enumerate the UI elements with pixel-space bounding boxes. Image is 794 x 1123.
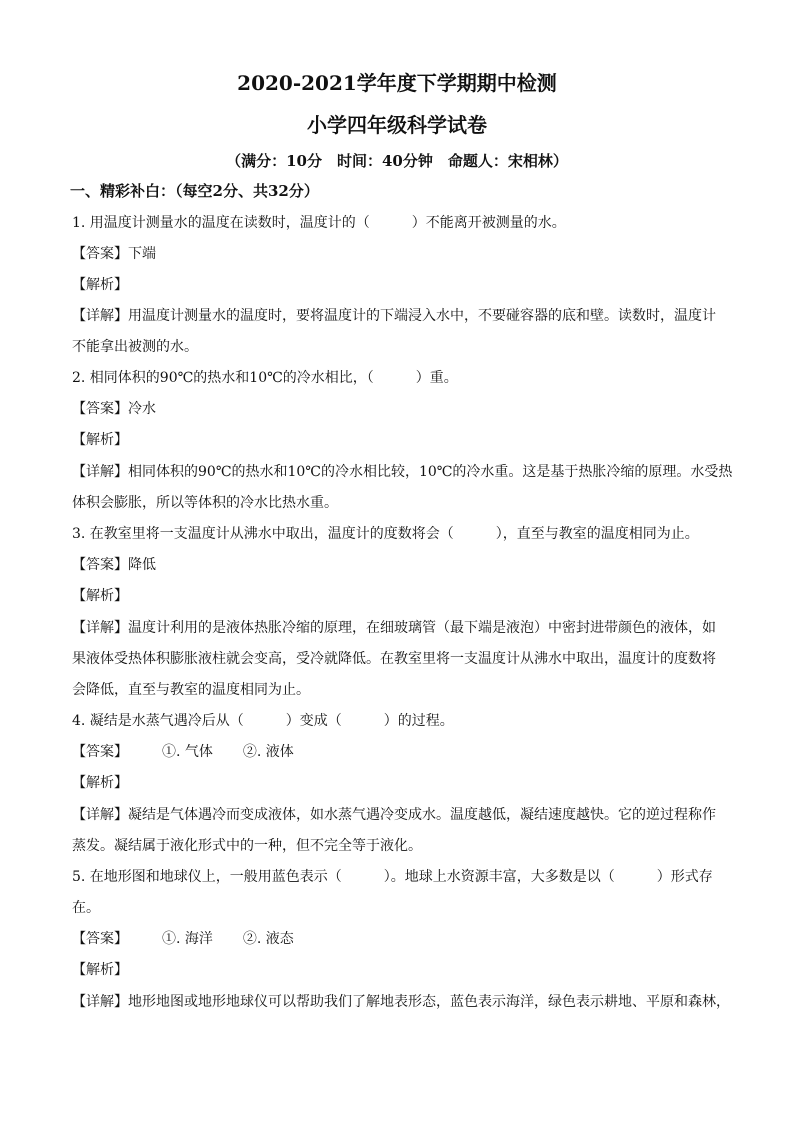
detail-text: 温度计利用的是液体热胀冷缩的原理，在细玻璃管（最下端是液泡）中密封进带颜色的液体，如 xyxy=(128,620,716,636)
detail-3 xyxy=(72,618,724,638)
detail-4-cont: 蒸发。凝结属于液化形式中的一种，但不完全等于液化。 xyxy=(72,838,422,854)
analysis-3: 【解析】 xyxy=(72,588,128,604)
analysis-5: 【解析】 xyxy=(72,962,128,978)
answer-choice-1: ①. 海洋 xyxy=(162,931,213,947)
question-1: 1. 用温度计测量水的温度在读数时，温度计的（ ）不能离开被测量的水。 xyxy=(72,215,566,231)
analysis-4: 【解析】 xyxy=(72,775,128,791)
detail-label: 【详解】 xyxy=(72,620,128,636)
analysis-2: 【解析】 xyxy=(72,432,128,448)
detail-text: 用温度计测量水的温度时，要将温度计的下端浸入水中，不要碰容器的底和壁。读数时，温度计 xyxy=(128,308,716,324)
detail-1-cont: 不能拿出被测的水。 xyxy=(72,339,198,355)
answer-label: 【答案】 xyxy=(72,401,128,417)
answer-label: 【答案】 xyxy=(72,246,128,262)
page-title: 2020-2021学年度下学期期中检测 xyxy=(237,71,557,95)
answer-2 xyxy=(72,399,724,419)
detail-label: 【详解】 xyxy=(72,994,128,1010)
answer-text: 降低 xyxy=(128,557,156,573)
answer-label: 【答案】 xyxy=(72,931,128,947)
detail-label: 【详解】 xyxy=(72,807,128,823)
question-5: 5. 在地形图和地球仪上，一般用蓝色表示（ ）。地球上水资源丰富，大多数是以（ ）形式存 xyxy=(72,869,713,885)
detail-5 xyxy=(72,992,730,1012)
exam-info: （满分：10分 时间：40分钟 命题人：宋相林） xyxy=(226,152,568,170)
detail-3-cont: 果液体受热体积膨胀液柱就会变高，受冷就降低。在教室里将一支温度计从沸水中取出，温度计的度数将 xyxy=(72,651,716,667)
question-3: 3. 在教室里将一支温度计从沸水中取出，温度计的度数将会（ ），直至与教室的温度相同为止。 xyxy=(72,526,699,542)
answer-text: 下端 xyxy=(128,246,156,262)
answer-choice-2: ②. 液态 xyxy=(242,931,294,947)
answer-4 xyxy=(72,742,724,762)
detail-label: 【详解】 xyxy=(72,308,128,324)
answer-text: 冷水 xyxy=(128,401,156,417)
question-4: 4. 凝结是水蒸气遇冷后从（ ）变成（ ）的过程。 xyxy=(72,713,454,729)
detail-1 xyxy=(72,306,724,326)
detail-text: 凝结是气体遇冷而变成液体，如水蒸气遇冷变成水。温度越低，凝结速度越快。它的逆过程称作 xyxy=(128,807,716,823)
detail-2 xyxy=(72,462,733,482)
page-subtitle: 小学四年级科学试卷 xyxy=(307,113,487,137)
analysis-1: 【解析】 xyxy=(72,277,128,293)
answer-choice-2: ②. 液体 xyxy=(242,744,294,760)
detail-2-cont: 体积会膨胀，所以等体积的冷水比热水重。 xyxy=(72,495,338,511)
detail-text: 地形地图或地形地球仪可以帮助我们了解地表形态，蓝色表示海洋，绿色表示耕地、平原和森林， xyxy=(128,994,730,1010)
section-heading: 一、精彩补白：（每空2分、共32分） xyxy=(70,182,319,200)
detail-label: 【详解】 xyxy=(72,464,128,480)
answer-3 xyxy=(72,555,724,575)
detail-3-cont2: 会降低，直至与教室的温度相同为止。 xyxy=(72,682,310,698)
question-2: 2. 相同体积的90℃的热水和10℃的冷水相比，（ ）重。 xyxy=(72,370,458,386)
answer-5 xyxy=(72,929,724,949)
answer-label: 【答案】 xyxy=(72,557,128,573)
detail-4 xyxy=(72,805,724,825)
detail-text: 相同体积的90℃的热水和10℃的冷水相比较，10℃的冷水重。这是基于热胀冷缩的原理。水受热 xyxy=(128,464,733,480)
answer-choice-1: ①. 气体 xyxy=(162,744,213,760)
question-5-cont: 在。 xyxy=(72,900,100,916)
answer-label: 【答案】 xyxy=(72,744,128,760)
answer-1 xyxy=(72,244,724,264)
